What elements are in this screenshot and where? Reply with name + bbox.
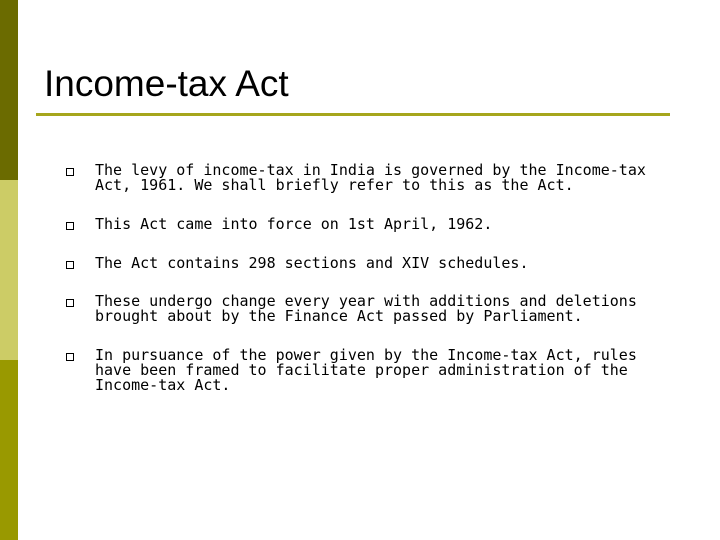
bullet-text: This Act came into force on 1st April, 1962. <box>95 215 493 233</box>
bullet-text: The levy of income-tax in India is governed by the Income-tax Act, 1961. We shall briefly refer to this as the Act. <box>95 161 646 194</box>
bullet-text: The Act contains 298 sections and XIV schedules. <box>95 254 529 272</box>
title-underline <box>36 113 670 116</box>
slide-title: Income-tax Act <box>44 63 289 104</box>
bullet-text: These undergo change every year with additions and deletions brought about by the Finance Act passed by Parliament. <box>95 292 637 325</box>
bullet-text: In pursuance of the power given by the Income-tax Act, rules have been framed to facilitate proper administration of the Income-tax Act. <box>95 346 637 394</box>
square-bullet-icon <box>66 222 74 230</box>
square-bullet-icon <box>66 261 74 269</box>
square-bullet-icon <box>66 168 74 176</box>
side-bar-bottom <box>0 360 18 540</box>
side-bar-middle <box>0 180 18 360</box>
side-bar-top <box>0 0 18 180</box>
square-bullet-icon <box>66 353 74 361</box>
square-bullet-icon <box>66 299 74 307</box>
